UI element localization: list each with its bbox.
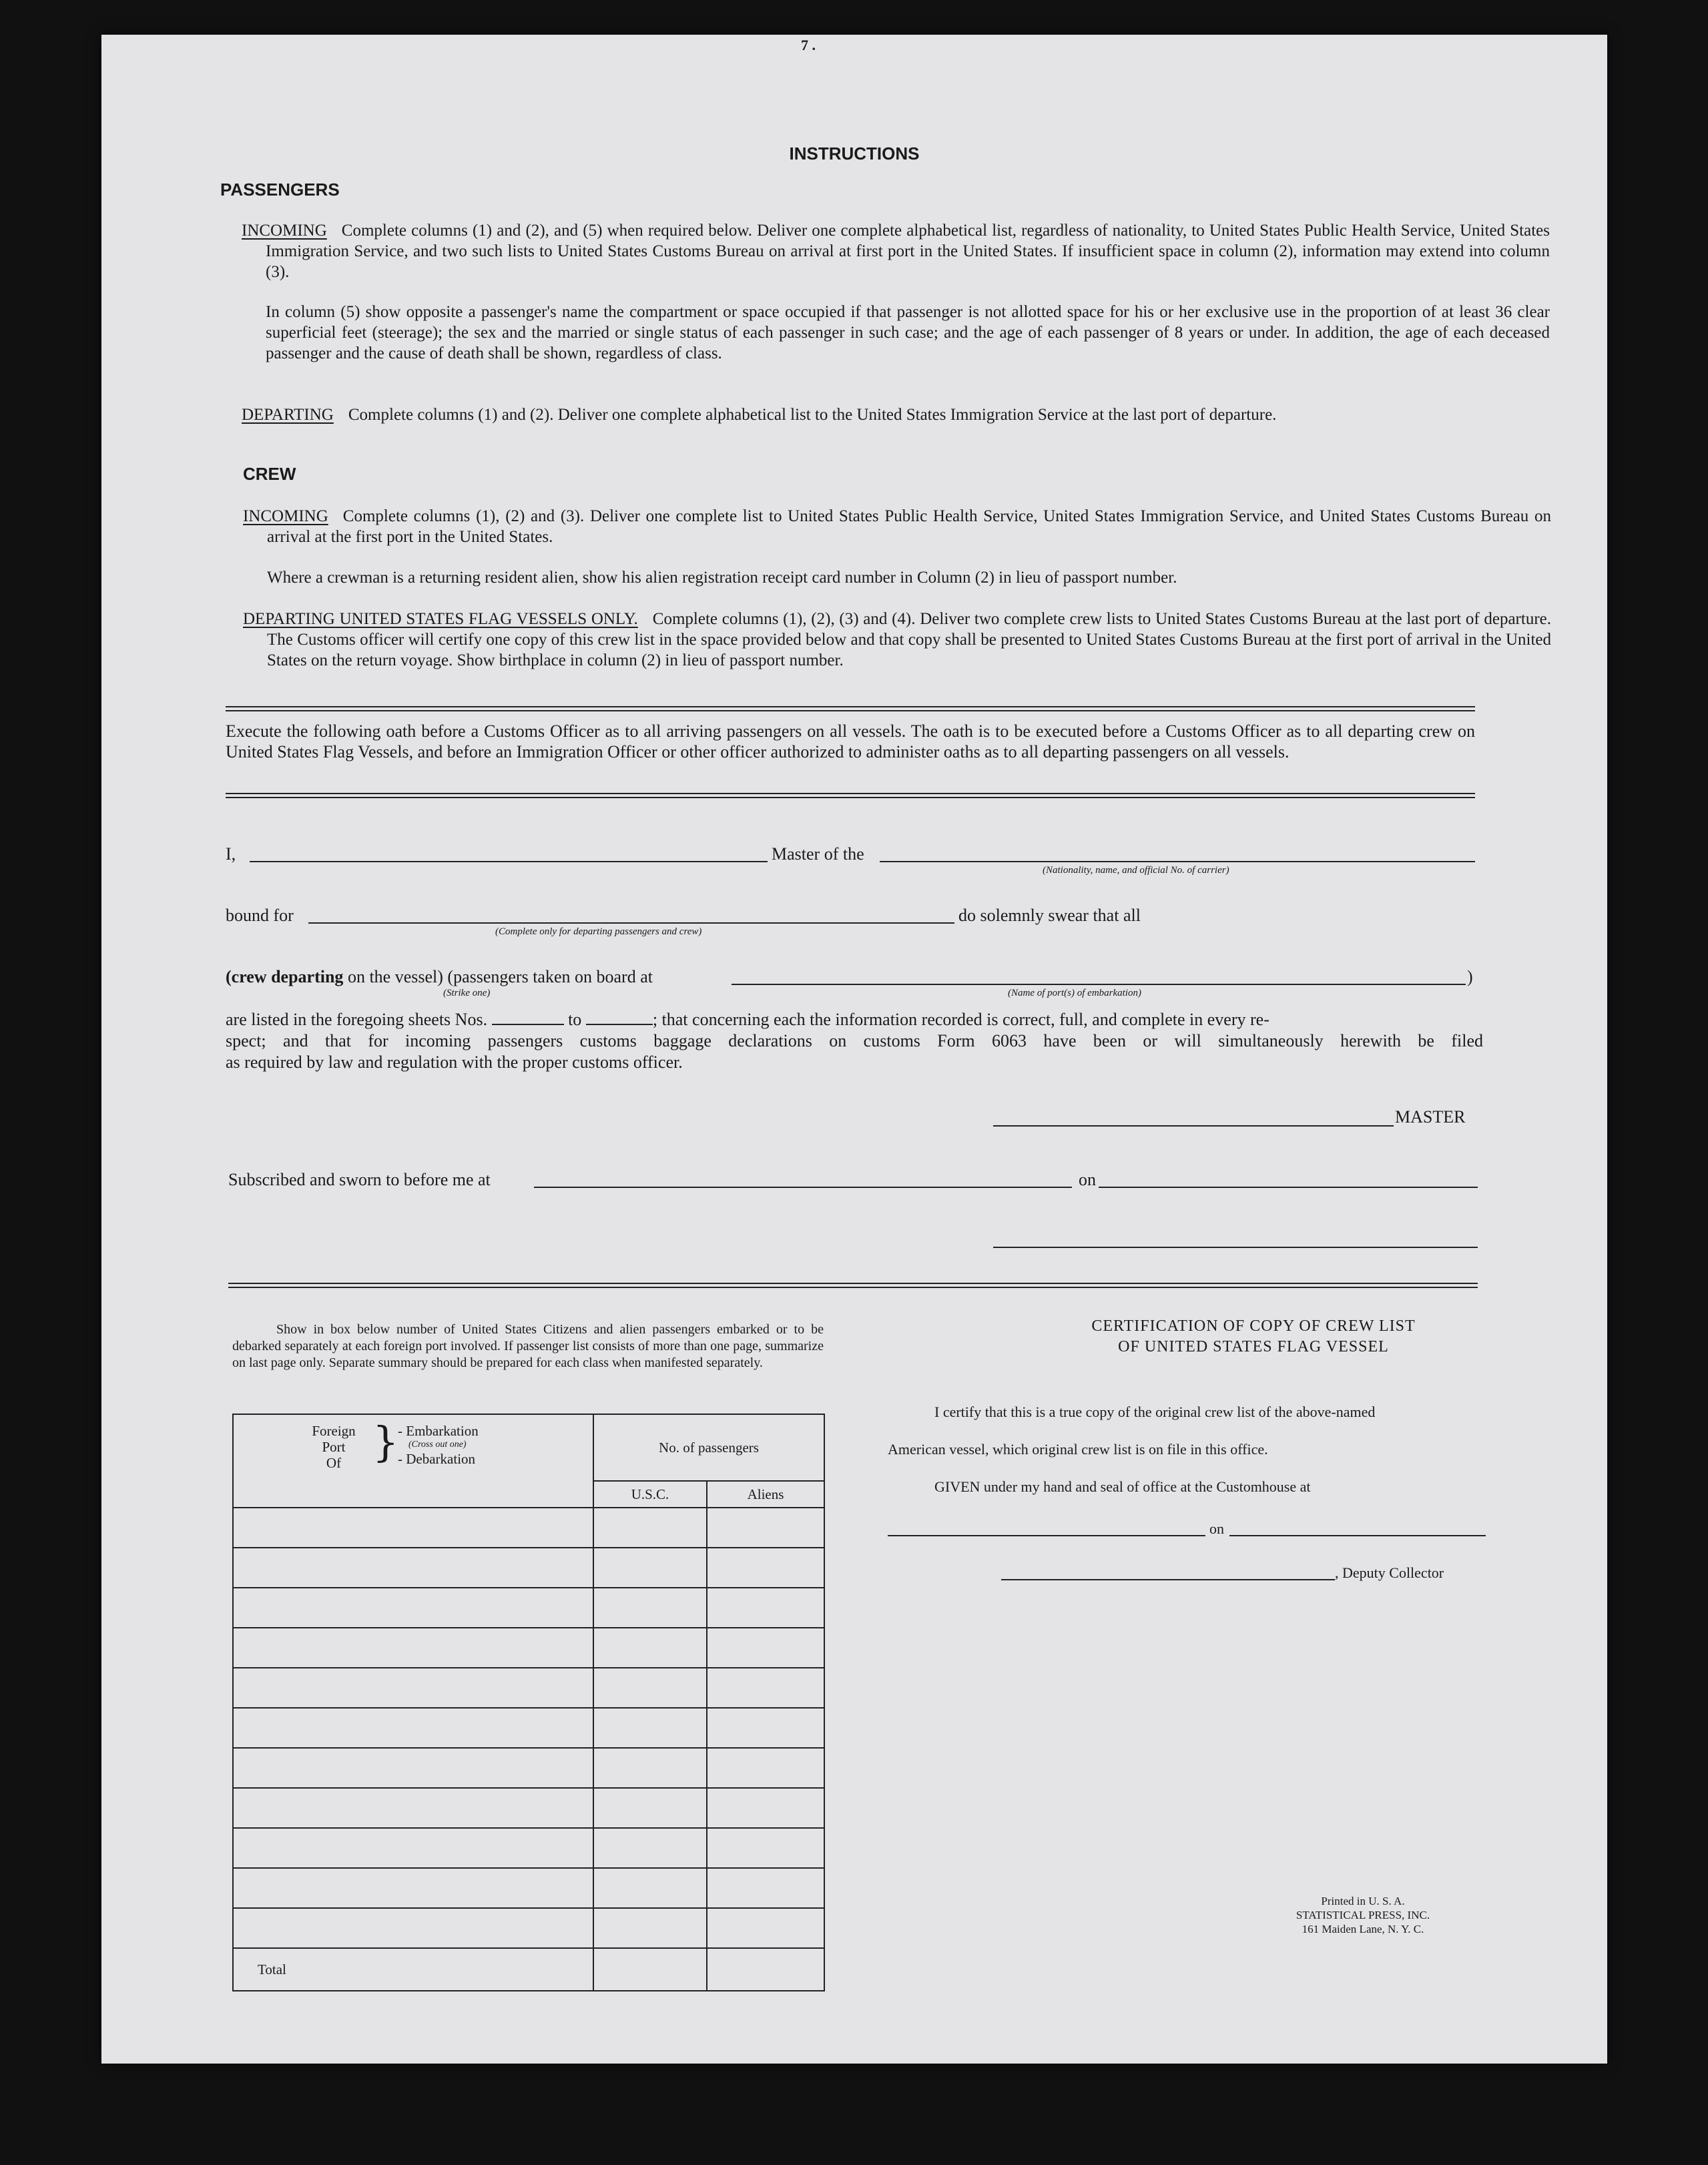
passengers-heading: PASSENGERS [220, 180, 340, 200]
oath-execute-paragraph: Execute the following oath before a Customs Officer as to all arriving passengers on all vessels. The oath is to be executed before a Customs Officer as to all departing crew on United States Flag Vessels, and before an Immigration Officer or other officer authorized to administer oaths as to all departing passengers on all vessels. [226, 721, 1475, 761]
close-paren: ) [1467, 967, 1473, 986]
port-cell[interactable] [233, 1588, 593, 1628]
nationality-caption: (Nationality, name, and official No. of carrier) [1043, 865, 1229, 876]
crew-incoming-text: Complete columns (1), (2) and (3). Deliver one complete list to United States Public Health Service, United States Immigration Service, and United States Customs Bureau on arrival at the first port in the United States. [267, 507, 1551, 546]
debarkation-label: - Debarkation [398, 1451, 476, 1467]
usc-cell[interactable] [593, 1548, 707, 1588]
sheet-from-field[interactable] [492, 1010, 564, 1025]
crewman-paragraph: Where a crewman is a returning resident alien, show his alien registration receipt card number in Column (2) in lieu of passport number. [267, 569, 1177, 587]
aliens-cell[interactable] [707, 1868, 824, 1908]
port-cell[interactable] [233, 1628, 593, 1668]
top-mark: 7 . [801, 37, 816, 53]
instructions-title: INSTRUCTIONS [789, 143, 920, 164]
passengers-incoming-label: INCOMING [242, 222, 327, 240]
solemnly-swear-label: do solemnly swear that all [958, 906, 1141, 925]
divider-1 [226, 706, 1475, 711]
flag-vessels-paragraph [243, 609, 1551, 671]
flag-vessels-label: DEPARTING UNITED STATES FLAG VESSELS ONLY. [243, 610, 638, 628]
passenger-summary-table [232, 1414, 825, 1991]
usc-cell[interactable] [593, 1748, 707, 1788]
total-label: Total [233, 1948, 593, 1991]
total-usc-cell[interactable] [593, 1948, 707, 1991]
form-page [101, 35, 1607, 2064]
certify-line-1: I certify that this is a true copy of the original crew list of the above-named [934, 1404, 1376, 1420]
embarkation-label: - Embarkation [398, 1423, 479, 1439]
port-cell[interactable] [233, 1508, 593, 1548]
printer-line-3: 161 Maiden Lane, N. Y. C. [1302, 1923, 1424, 1935]
listed-line-3: spect; and that for incoming passengers customs baggage declarations on customs Form 6063 have been or will simultaneously herewith be filed [226, 1031, 1483, 1050]
master-label: MASTER [1395, 1107, 1466, 1127]
of-label: Of [326, 1455, 342, 1471]
summary-note: Show in box below number of United States Citizens and alien passengers embarked or to be debarked separately at each foreign port involved. If passenger list consists of more than one page, summarize on last page only. Separate summary should be prepared for each class when manifested separately. [232, 1322, 824, 1370]
usc-cell[interactable] [593, 1828, 707, 1868]
listed-text-2: ; that concerning each the information recorded is correct, full, and complete in every re- [652, 1010, 1269, 1029]
sworn-on-label: on [1079, 1170, 1096, 1189]
cross-out-caption: (Cross out one) [408, 1440, 467, 1450]
usc-cell[interactable] [593, 1868, 707, 1908]
aliens-cell[interactable] [707, 1588, 824, 1628]
aliens-cell[interactable] [707, 1628, 824, 1668]
deputy-collector-signature-field[interactable] [1001, 1579, 1335, 1580]
sworn-date-field[interactable] [1099, 1187, 1478, 1188]
flag-vessels-text: Complete columns (1), (2), (3) and (4). Deliver two complete crew lists to United States Customs Bureau at the last port of departure. The Customs officer will certify one copy of this crew list in the space provided below and that copy shall be presented to United States Customs Bureau at the first port of arrival in the United States on the return voyage. Show birthplace in column (2) in lieu of passport number. [267, 610, 1552, 669]
port-cell[interactable] [233, 1828, 593, 1868]
listed-line-1 [226, 1009, 1480, 1030]
certify-line-2: American vessel, which original crew list is on file in this office. [888, 1441, 1268, 1458]
brace-mark: } [372, 1418, 399, 1466]
usc-cell[interactable] [593, 1668, 707, 1708]
complete-only-caption: (Complete only for departing passengers and crew) [495, 926, 702, 937]
passengers-departing-text: Complete columns (1) and (2). Deliver one complete alphabetical list to the United States Immigration Service at the last port of departure. [348, 406, 1277, 424]
printer-line-1: Printed in U. S. A. [1321, 1895, 1405, 1907]
listed-line-4: as required by law and regulation with the proper customs officer. [226, 1052, 683, 1072]
certification-title-line-2: OF UNITED STATES FLAG VESSEL [1118, 1338, 1389, 1355]
port-cell[interactable] [233, 1908, 593, 1948]
usc-cell[interactable] [593, 1708, 707, 1748]
crew-passengers-line [226, 966, 653, 988]
aliens-cell[interactable] [707, 1828, 824, 1868]
listed-text-1: are listed in the foregoing sheets Nos. [226, 1010, 488, 1029]
usc-cell[interactable] [593, 1788, 707, 1828]
ports-of-embarkation-field[interactable] [732, 984, 1466, 985]
aliens-cell[interactable] [707, 1508, 824, 1548]
port-cell[interactable] [233, 1788, 593, 1828]
aliens-cell[interactable] [707, 1668, 824, 1708]
foreign-label: Foreign [312, 1423, 356, 1439]
master-of-the-label: Master of the [772, 844, 864, 864]
port-cell[interactable] [233, 1548, 593, 1588]
master-signature-field[interactable] [993, 1125, 1394, 1127]
deputy-collector-label: , Deputy Collector [1335, 1564, 1444, 1581]
aliens-header: Aliens [707, 1481, 824, 1508]
usc-cell[interactable] [593, 1588, 707, 1628]
no-passengers-header: No. of passengers [593, 1414, 824, 1481]
aliens-cell[interactable] [707, 1748, 824, 1788]
divider-2 [226, 793, 1475, 798]
passengers-taken-label: (passengers taken on board at [447, 967, 653, 986]
certification-title [920, 1316, 1587, 1357]
crew-departing-label: (crew departing [226, 967, 344, 986]
aliens-cell[interactable] [707, 1548, 824, 1588]
total-aliens-cell[interactable] [707, 1948, 824, 1991]
aliens-cell[interactable] [707, 1908, 824, 1948]
subscribed-label: Subscribed and sworn to before me at [228, 1170, 491, 1189]
sheet-to-field[interactable] [586, 1010, 653, 1025]
usc-cell[interactable] [593, 1508, 707, 1548]
oath-i-label: I, [226, 844, 236, 864]
port-cell[interactable] [233, 1668, 593, 1708]
given-line: GIVEN under my hand and seal of office at the Customhouse at [934, 1478, 1311, 1495]
passengers-incoming-text: Complete columns (1) and (2), and (5) when required below. Deliver one complete alphabetical list, regardless of nationality, to United States Public Health Service, United States Immigration Service, and two such lists to United States Customs Bureau on arrival at first port in the United States. If insufficient space in column (2), information may extend into column (3). [266, 222, 1550, 281]
port-cell[interactable] [233, 1708, 593, 1748]
passengers-incoming-paragraph [242, 220, 1550, 282]
port-label: Port [322, 1439, 346, 1455]
crew-incoming-label: INCOMING [243, 507, 328, 525]
usc-cell[interactable] [593, 1628, 707, 1668]
printer-imprint [1236, 1894, 1490, 1936]
crew-heading: CREW [243, 464, 296, 484]
crew-incoming-paragraph [243, 506, 1551, 547]
on-the-vessel-label: on the vessel) [347, 967, 443, 986]
carrier-field[interactable] [880, 861, 1475, 862]
cert-date-field[interactable] [1229, 1535, 1486, 1536]
usc-cell[interactable] [593, 1908, 707, 1948]
foreign-port-header [233, 1414, 593, 1508]
bound-for-field[interactable] [308, 922, 954, 924]
cert-on-label: on [1209, 1520, 1224, 1537]
officer-signature-field[interactable] [993, 1247, 1478, 1248]
passengers-departing-paragraph [242, 404, 1550, 425]
strike-one-caption: (Strike one) [443, 988, 491, 998]
aliens-cell[interactable] [707, 1708, 824, 1748]
divider-3 [228, 1283, 1478, 1288]
customhouse-field[interactable] [888, 1535, 1205, 1536]
usc-header: U.S.C. [593, 1481, 707, 1508]
column5-paragraph: In column (5) show opposite a passenger's name the compartment or space occupied if that passenger is not allotted space for his or her exclusive use in the proportion of at least 36 clear superficial feet (steerage); the sex and the married or single status of each passenger in such case; and the age of each passenger of 8 years or under. In addition, the age of each deceased passenger and the cause of death shall be shown, regardless of class. [266, 303, 1550, 362]
certification-title-line-1: CERTIFICATION OF COPY OF CREW LIST [1091, 1317, 1416, 1335]
printer-line-2: STATISTICAL PRESS, INC. [1296, 1909, 1430, 1921]
port-cell[interactable] [233, 1868, 593, 1908]
sworn-place-field[interactable] [534, 1187, 1072, 1188]
port-cell[interactable] [233, 1748, 593, 1788]
master-name-field[interactable] [250, 861, 768, 862]
bound-for-label: bound for [226, 906, 294, 925]
passengers-departing-label: DEPARTING [242, 406, 334, 424]
listed-to-label: to [568, 1010, 582, 1029]
aliens-cell[interactable] [707, 1788, 824, 1828]
name-of-ports-caption: (Name of port(s) of embarkation) [1008, 988, 1141, 998]
